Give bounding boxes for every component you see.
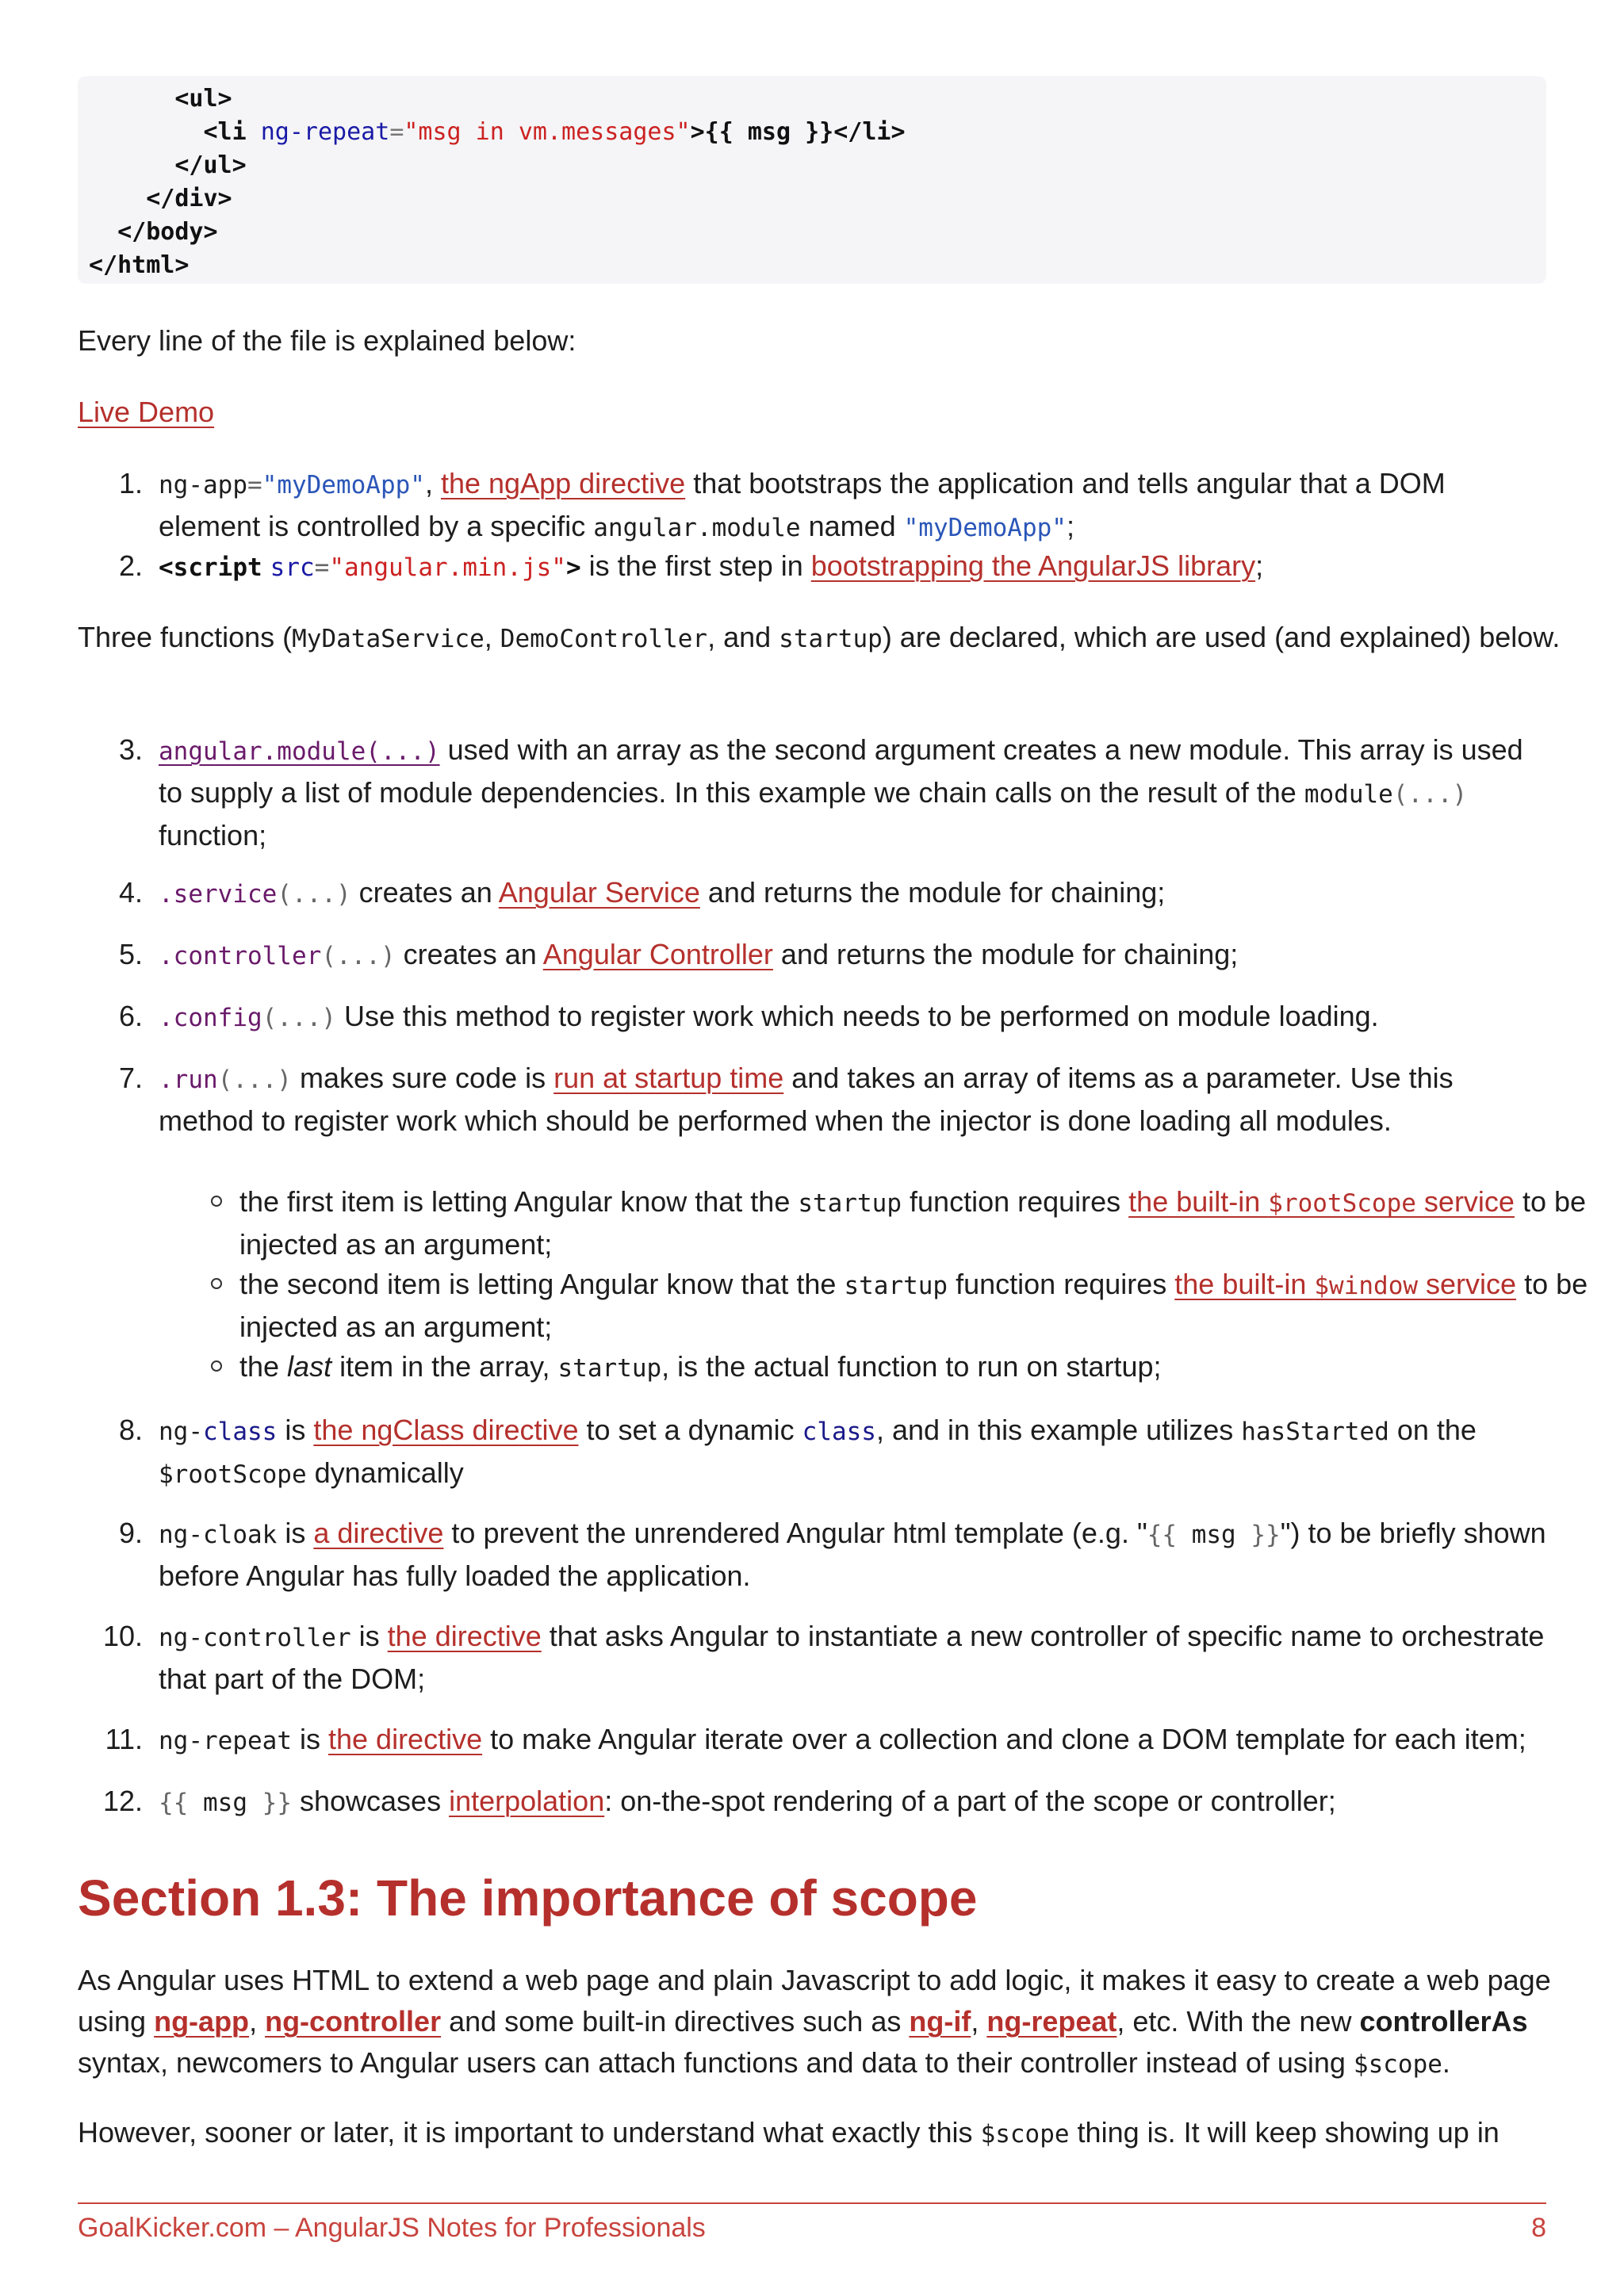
- live-demo-link[interactable]: Live Demo: [78, 396, 215, 428]
- interpolation-link[interactable]: interpolation: [449, 1785, 605, 1817]
- list-item-text: ng-app="myDemoApp", the ngApp directive that bootstraps the application and tells angular that a DOM element is controlled by a specific angular.module named "myDemoApp";: [159, 467, 1446, 542]
- code-line-2: <li ng-repeat="msg in vm.messages">{{ msg }}</li>: [203, 118, 906, 146]
- intro-text: Every line of the file is explained below:: [78, 324, 576, 357]
- section-heading: Section 1.3: The importance of scope: [78, 1869, 978, 1927]
- bullet-circle-icon: [211, 1196, 222, 1207]
- list-number: 1.: [118, 467, 143, 499]
- bullet-circle-icon: [211, 1360, 222, 1372]
- bullet-circle-icon: [211, 1278, 222, 1289]
- window-service-link[interactable]: the built-in $window service: [1174, 1268, 1517, 1300]
- rootscope-service-link[interactable]: the built-in $rootScope service: [1128, 1185, 1515, 1218]
- live-demo-para: [78, 392, 1568, 433]
- document-page: <ul> <li ng-repeat="msg in vm.messages">{{ msg }}</li> </ul> </div> </body> </html> Every line of the file is explained below: Live Demo 1. ng-app="myDemoApp", the ngApp directive that bootstraps the application and tells angular that a DOM element is controlled by a specific angular.module named "myDemoApp"; 2. <script src="angular.min.js"> is the first step in bootstrapping the AngularJS library; Three functions (MyDataService, DemoController, and startup) are declared, which are used (and explained) below. 3. angular.module(...) used with an array as the second argument creates a new module. This array is used to supply a list of module dependencies. In this example we chain calls on the result of the module(...) function; 4. .service(...) creates an Angular Service and returns the module for chaining; 5. .controller(...) creates an Angular Controller and returns the module for chaining; 6. .config(...) Use this method to register work which needs to be performed on module loading. 7. .run(...) makes sure code is run at startup time and takes an array of items as a parameter. Use this method to register work which should be performed when the injector is done loading all modules. the first item is letting Angular know that the startup function requires the built-in $rootScope service to be injected as an argument; the second item is letting Angular know that the startup function requires the built-in $window service to be injected as an argument; the last item in the array, startup, is the actual function to run on startup; 8. ng-class is the ngClass directive to set a dynamic class, and in this example utilizes hasStarted on the $rootScope dynamically 9. ng-cloak is a directive to prevent the unrendered Angular html template (e.g. "{{ msg }}") to be briefly shown before Angular has fully loaded the application. 10. ng-controller is the directive that asks Angular to instantiate a new controller of specific name to orchestrate that part of the DOM; 11. ng-repeat is the directive to make Angular iterate over a collection and clone a DOM template for each item; 12. {{ msg }} showcases interpolation: on-the-spot rendering of a part of the scope or controller; Section 1.3: The importance of scope As Angular uses HTML to extend a web page and plain Javascript to add logic, it makes it easy to create a web page using ng-app, ng-controller and some built-in directives such as ng-if, ng-repeat, etc. With the new controllerAs syntax, newcomers to Angular users can attach functions and data to their controller instead of using $scope. However, sooner or later, it is important to understand what exactly this $scope thing is. It will keep showing up in GoalKicker.com – AngularJS Notes for Professionals 8: [0, 0, 1624, 2296]
- code-line-5: </body>: [117, 218, 218, 246]
- footer-text: GoalKicker.com – AngularJS Notes for Professionals: [78, 2213, 706, 2243]
- code-block: [78, 76, 1546, 284]
- ng-if-link[interactable]: ng-if: [909, 2005, 971, 2038]
- bootstrapping-link[interactable]: bootstrapping the AngularJS library: [810, 549, 1256, 582]
- ngcloak-directive-link[interactable]: a directive: [313, 1517, 444, 1549]
- page-number: 8: [1531, 2213, 1546, 2243]
- three-functions-para: Three functions (MyDataService, DemoController, and startup) are declared, which are used (and explained) below.: [78, 621, 1561, 653]
- ng-controller-link[interactable]: ng-controller: [265, 2005, 442, 2038]
- code-content: [89, 82, 906, 282]
- code-line-4: </div>: [146, 185, 232, 212]
- ngapp-directive-link[interactable]: the ngApp directive: [440, 467, 686, 499]
- ngrepeat-directive-link[interactable]: the directive: [328, 1723, 483, 1755]
- footer-divider: [78, 2202, 1546, 2204]
- code-line-1: <ul>: [174, 85, 232, 113]
- code-line-6: </html>: [89, 251, 190, 279]
- angular-service-link[interactable]: Angular Service: [498, 876, 700, 909]
- list-number: 2.: [118, 549, 143, 582]
- ng-app-link[interactable]: ng-app: [154, 2005, 250, 2038]
- however-paragraph: However, sooner or later, it is important to understand what exactly this $scope thing is. It will keep showing up in: [78, 2116, 1500, 2149]
- ngclass-directive-link[interactable]: the ngClass directive: [313, 1414, 579, 1446]
- list-item-text: <script src="angular.min.js"> is the first step in bootstrapping the AngularJS library;: [159, 549, 1264, 582]
- run-at-startup-link[interactable]: run at startup time: [553, 1062, 784, 1094]
- ng-repeat-link[interactable]: ng-repeat: [986, 2005, 1117, 2038]
- scope-paragraph: As Angular uses HTML to extend a web page and plain Javascript to add logic, it makes it easy to create a web page using ng-app, ng-controller and some built-in directives such as ng-if, ng-repeat, etc. With the new controllerAs syntax, newcomers to Angular users can attach functions and data to their controller instead of using $scope.: [78, 1964, 1551, 2079]
- ngcontroller-directive-link[interactable]: the directive: [387, 1620, 542, 1652]
- angular-controller-link[interactable]: Angular Controller: [542, 938, 773, 970]
- angular-module-link[interactable]: angular.module(...): [159, 737, 440, 766]
- code-line-3: </ul>: [174, 151, 247, 179]
